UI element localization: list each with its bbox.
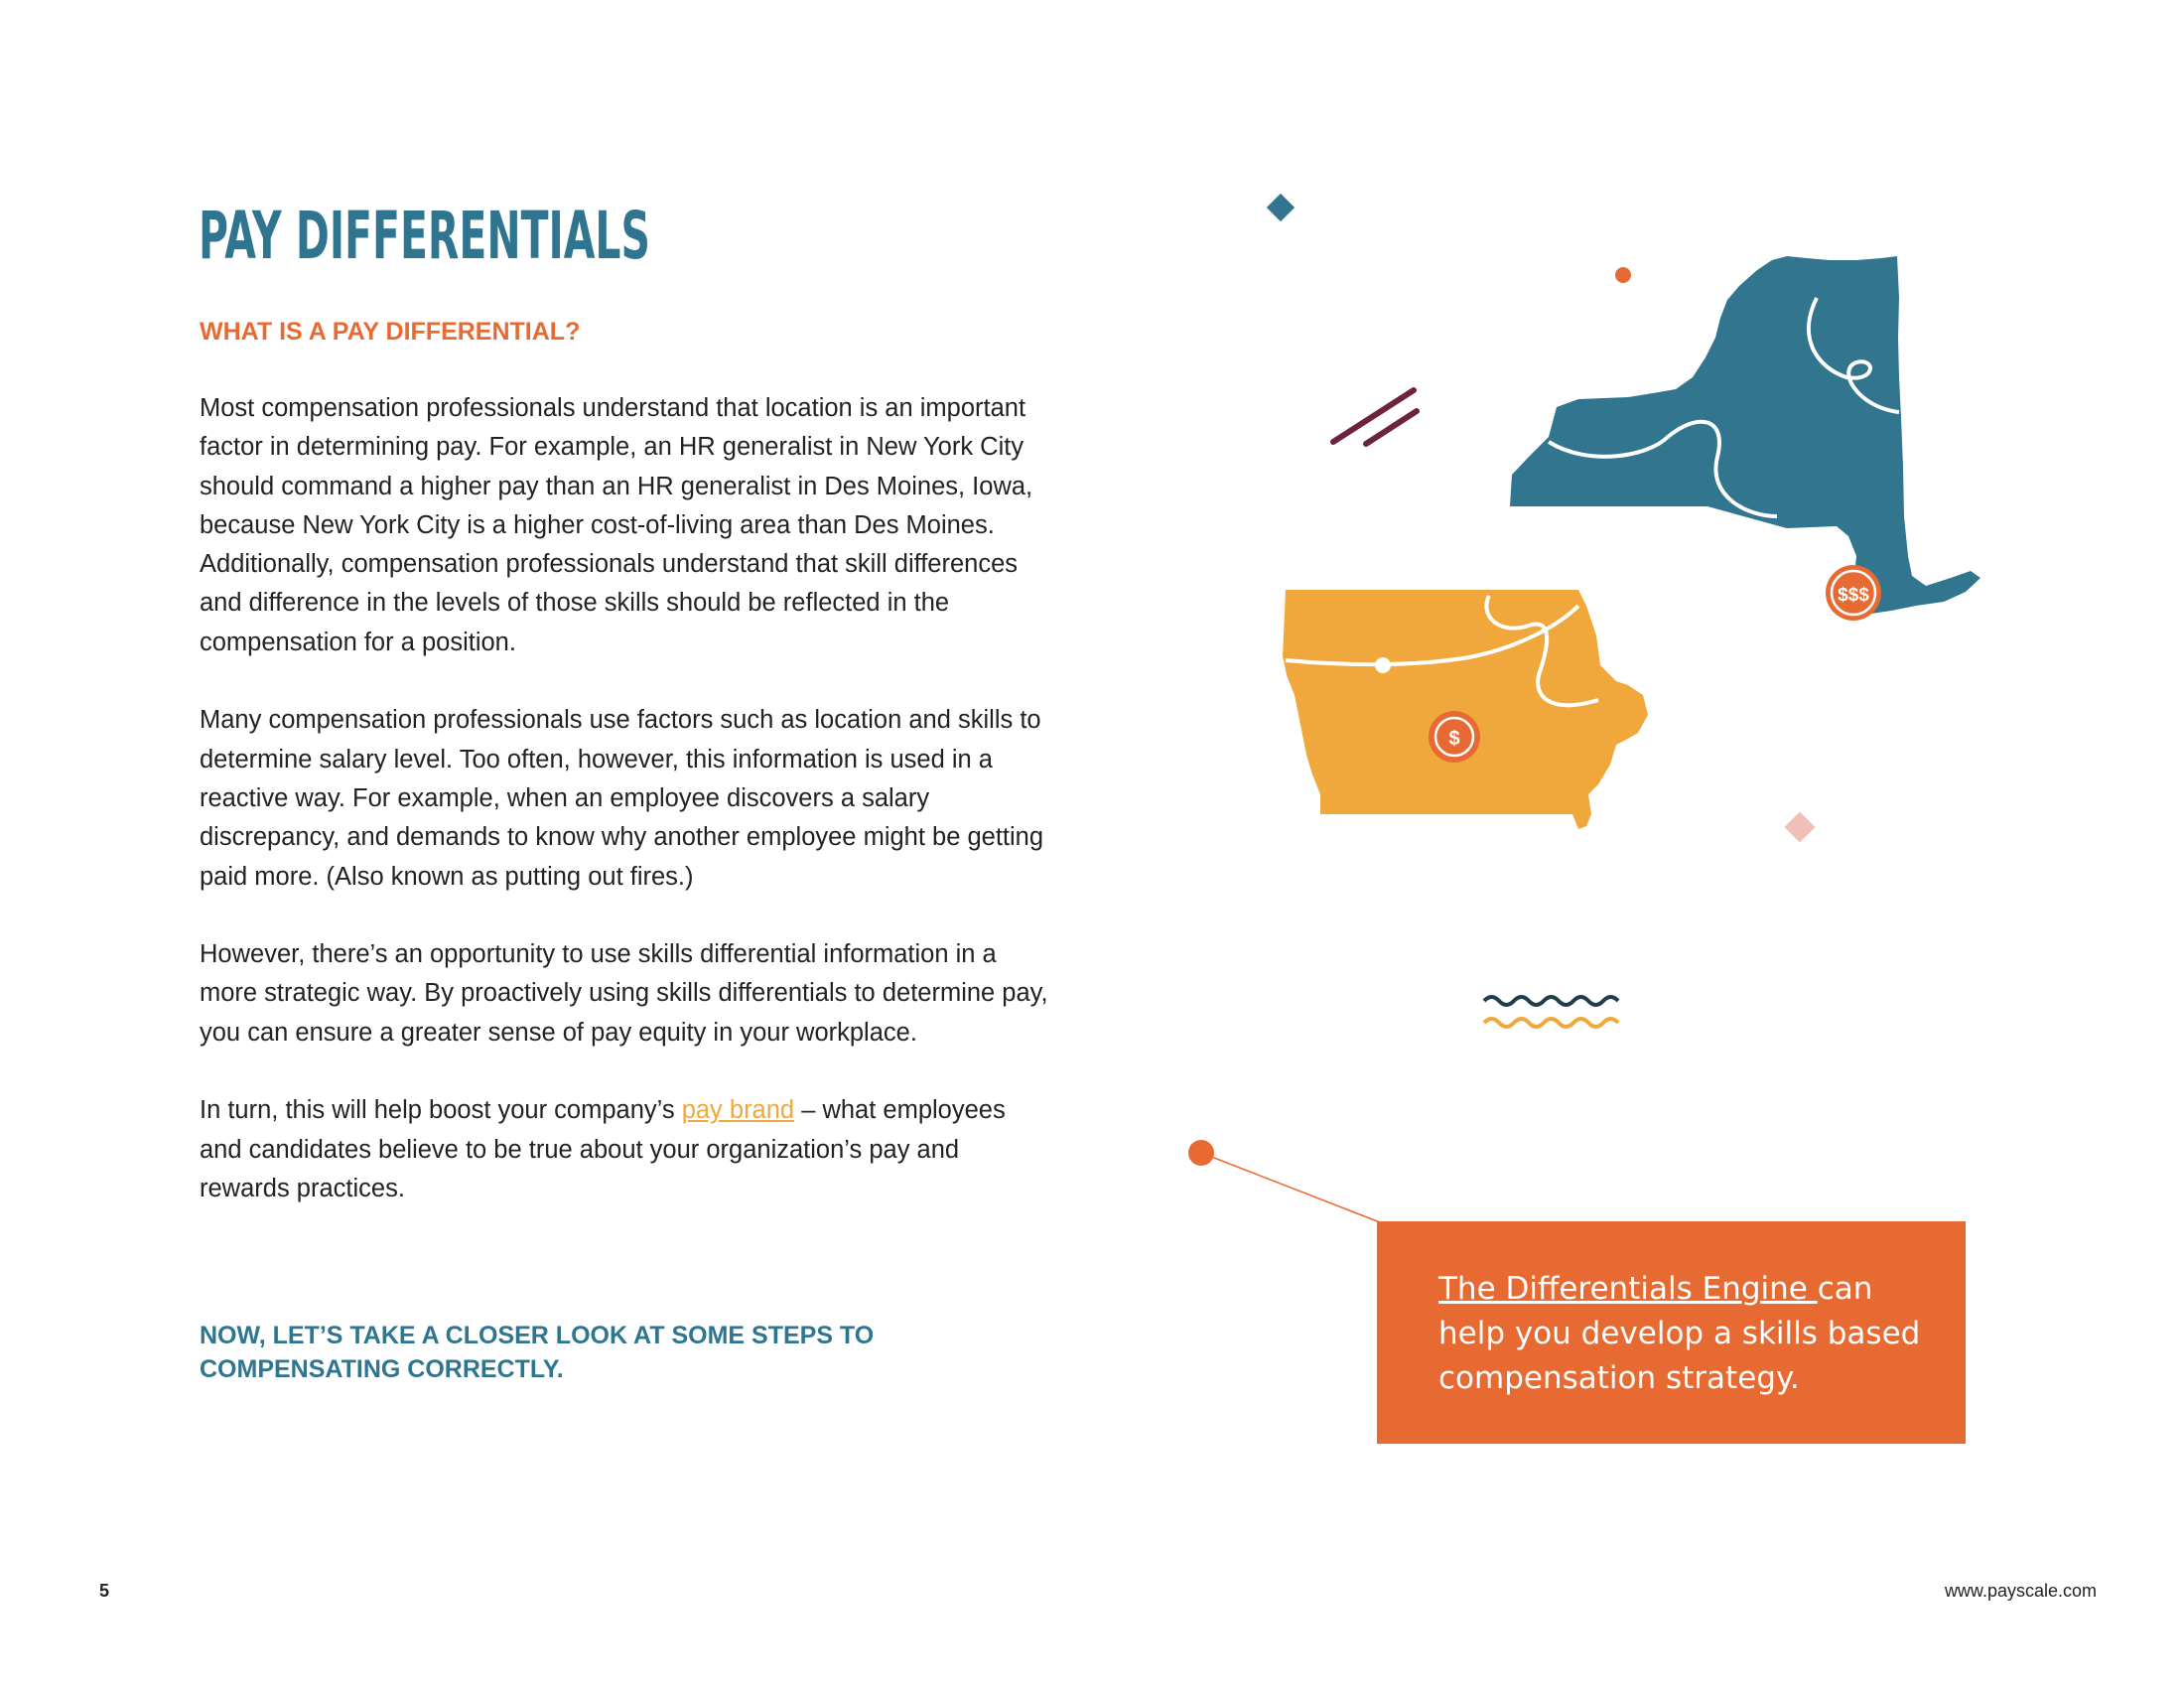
- call-to-action-text: NOW, LET’S TAKE A CLOSER LOOK AT SOME STEPS TO COMPENSATING CORRECTLY.: [200, 1322, 875, 1383]
- wave-line: [1484, 1019, 1618, 1027]
- page-title: PAY DIFFERENTIALS: [199, 198, 650, 274]
- wave-line: [1484, 997, 1618, 1005]
- differentials-engine-link[interactable]: The Differentials Engine: [1438, 1271, 1818, 1307]
- slash-line: [1333, 390, 1414, 442]
- paragraph: Many compensation professionals use factors such as location and skills to determine salary level. Too often, however, this information is used in a reactive way. For example, when an employee discovers a salary discrepancy, and demands to know why another employee might be getting paid more. (Also known as putting out fires.): [200, 706, 1044, 891]
- paragraph-text: – what employees and candidates believe to be true about your organization’s pay and rewards practices.: [200, 1096, 1006, 1202]
- city-dot: [1375, 657, 1391, 673]
- paragraph: Most compensation professionals understand that location is an important factor in determining pay. For example, an HR generalist in New York City should command a higher pay than an HR generalist in Des Moines, Iowa, because New York City is a higher cost-of-living area than Des Moines. Additionally, compensation professionals understand that skill differences and difference in the levels of those skills should be reflected in the compensation for a position.: [200, 394, 1033, 656]
- ny-badge-label: $$$: [1838, 585, 1869, 606]
- website-url: www.payscale.com: [1944, 1581, 2097, 1601]
- diamond-shape: [1267, 194, 1295, 221]
- new-york-map: [1510, 256, 1980, 614]
- page-number: 5: [99, 1581, 110, 1601]
- paragraph: However, there’s an opportunity to use skills differential information in a more strategic way. By proactively using skills differentials to determine pay, you can ensure a greater sense of pay equity in your workplace.: [200, 940, 1048, 1047]
- pay-brand-link[interactable]: pay brand: [681, 1096, 795, 1125]
- iowa-map: [1283, 590, 1648, 829]
- connector-line: [1201, 1153, 1380, 1222]
- dot-shape: [1615, 267, 1631, 283]
- callout-box: [1377, 1221, 1966, 1444]
- callout-text: can help you develop a skills based compensation strategy.: [1438, 1271, 1921, 1396]
- iowa-badge-label: $: [1448, 728, 1460, 750]
- diamond-shape: [1784, 811, 1815, 842]
- section-subtitle: WHAT IS A PAY DIFFERENTIAL?: [200, 318, 581, 346]
- paragraph-text: In turn, this will help boost your company’s: [200, 1096, 682, 1125]
